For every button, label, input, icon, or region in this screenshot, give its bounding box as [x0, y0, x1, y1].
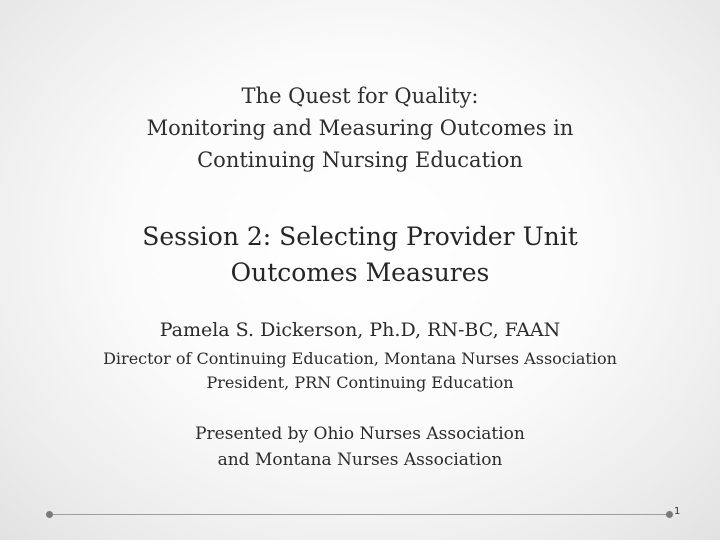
title-line-1: The Quest for Quality:: [241, 84, 479, 108]
affiliation-line-1: Director of Continuing Education, Montana Nurses Association: [103, 349, 617, 368]
slide-title: [0, 80, 720, 176]
presented-by-line-1: Presented by Ohio Nurses Association: [195, 424, 525, 444]
page-number: 1: [674, 506, 681, 517]
session-line-1: Session 2: Selecting Provider Unit: [142, 222, 578, 251]
footer-left-dot: [46, 511, 53, 518]
title-line-2: Monitoring and Measuring Outcomes in: [146, 116, 574, 140]
affiliation-line-2: President, PRN Continuing Education: [206, 373, 514, 392]
presenter-name: Pamela S. Dickerson, Ph.D, RN-BC, FAAN: [159, 319, 561, 341]
session-line-2: Outcomes Measures: [230, 258, 490, 287]
footer-right-dot: [666, 511, 673, 518]
footer-rule: [50, 514, 670, 515]
title-line-3: Continuing Nursing Education: [197, 148, 523, 172]
presenter-affiliations: [0, 347, 720, 395]
session-heading: [0, 219, 720, 291]
presented-by: [0, 421, 720, 473]
presented-by-line-2: and Montana Nurses Association: [217, 450, 503, 470]
